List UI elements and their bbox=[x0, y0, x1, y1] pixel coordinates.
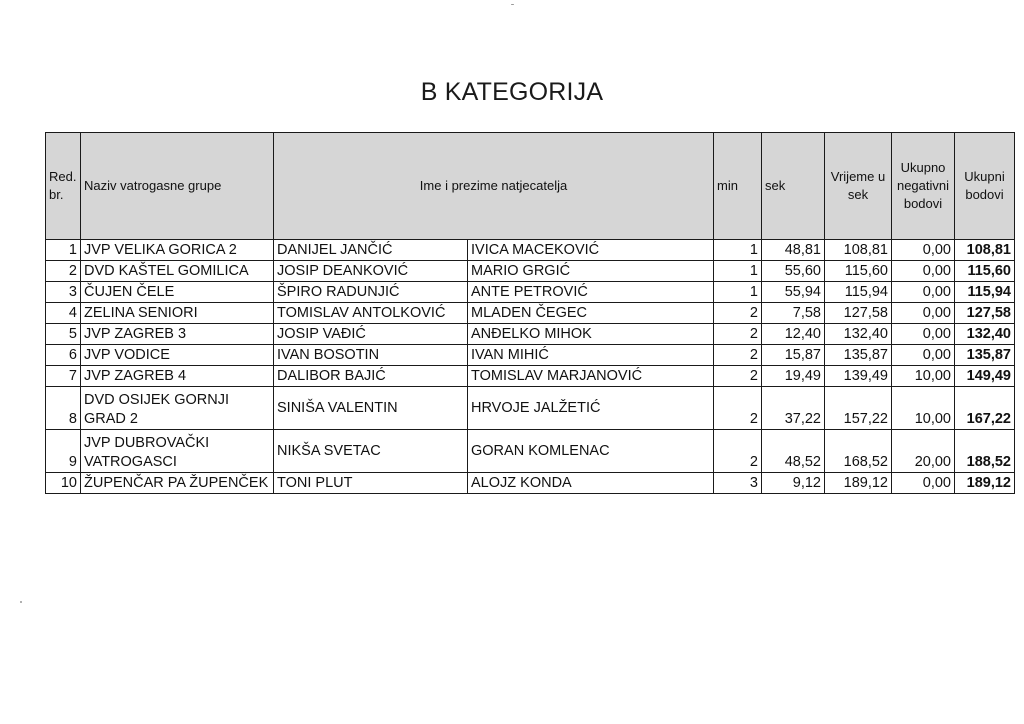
cell-group: DVD OSIJEK GORNJI GRAD 2 bbox=[81, 387, 274, 430]
cell-competitor-1: DALIBOR BAJIĆ bbox=[274, 366, 468, 387]
cell-total-points: 108,81 bbox=[955, 240, 1015, 261]
cell-group: JVP ZAGREB 3 bbox=[81, 324, 274, 345]
cell-time: 132,40 bbox=[825, 324, 892, 345]
cell-competitor-2: IVICA MACEKOVIĆ bbox=[468, 240, 714, 261]
cell-sec: 48,52 bbox=[762, 430, 825, 473]
cell-min: 3 bbox=[714, 473, 762, 494]
cell-sec: 7,58 bbox=[762, 303, 825, 324]
cell-negative-points: 10,00 bbox=[892, 387, 955, 430]
table-header-row bbox=[46, 133, 1015, 240]
cell-group: ZELINA SENIORI bbox=[81, 303, 274, 324]
cell-negative-points: 0,00 bbox=[892, 240, 955, 261]
results-table bbox=[45, 132, 1015, 494]
cell-min: 2 bbox=[714, 345, 762, 366]
cell-total-points: 115,94 bbox=[955, 282, 1015, 303]
cell-competitor-2: ALOJZ KONDA bbox=[468, 473, 714, 494]
header-group-name: Naziv vatrogasne grupe bbox=[81, 133, 274, 240]
cell-total-points: 135,87 bbox=[955, 345, 1015, 366]
cell-negative-points: 20,00 bbox=[892, 430, 955, 473]
cell-competitor-1: SINIŠA VALENTIN bbox=[274, 387, 468, 430]
cell-sec: 19,49 bbox=[762, 366, 825, 387]
scan-speck bbox=[511, 4, 514, 5]
cell-sec: 37,22 bbox=[762, 387, 825, 430]
cell-time: 115,60 bbox=[825, 261, 892, 282]
cell-rank: 1 bbox=[46, 240, 81, 261]
cell-sec: 9,12 bbox=[762, 473, 825, 494]
cell-rank: 10 bbox=[46, 473, 81, 494]
cell-sec: 55,60 bbox=[762, 261, 825, 282]
cell-total-points: 189,12 bbox=[955, 473, 1015, 494]
cell-competitor-2: ANTE PETROVIĆ bbox=[468, 282, 714, 303]
cell-group: ŽUPENČAR PA ŽUPENČEK bbox=[81, 473, 274, 494]
cell-negative-points: 0,00 bbox=[892, 282, 955, 303]
cell-rank: 8 bbox=[46, 387, 81, 430]
cell-total-points: 167,22 bbox=[955, 387, 1015, 430]
header-min: min bbox=[714, 133, 762, 240]
table-row bbox=[46, 282, 1015, 303]
cell-time: 168,52 bbox=[825, 430, 892, 473]
cell-rank: 5 bbox=[46, 324, 81, 345]
cell-group: JVP ZAGREB 4 bbox=[81, 366, 274, 387]
cell-min: 2 bbox=[714, 430, 762, 473]
cell-rank: 6 bbox=[46, 345, 81, 366]
cell-negative-points: 0,00 bbox=[892, 303, 955, 324]
cell-total-points: 127,58 bbox=[955, 303, 1015, 324]
cell-competitor-2: ANĐELKO MIHOK bbox=[468, 324, 714, 345]
header-rank: Red. br. bbox=[46, 133, 81, 240]
cell-competitor-2: GORAN KOMLENAC bbox=[468, 430, 714, 473]
table-row bbox=[46, 366, 1015, 387]
cell-negative-points: 0,00 bbox=[892, 473, 955, 494]
cell-total-points: 188,52 bbox=[955, 430, 1015, 473]
table-row bbox=[46, 387, 1015, 430]
cell-time: 135,87 bbox=[825, 345, 892, 366]
table-row bbox=[46, 240, 1015, 261]
cell-group: DVD KAŠTEL GOMILICA bbox=[81, 261, 274, 282]
cell-competitor-1: JOSIP DEANKOVIĆ bbox=[274, 261, 468, 282]
cell-competitor-1: TOMISLAV ANTOLKOVIĆ bbox=[274, 303, 468, 324]
header-sec: sek bbox=[762, 133, 825, 240]
cell-sec: 55,94 bbox=[762, 282, 825, 303]
cell-min: 1 bbox=[714, 282, 762, 303]
cell-competitor-1: NIKŠA SVETAC bbox=[274, 430, 468, 473]
cell-competitor-2: TOMISLAV MARJANOVIĆ bbox=[468, 366, 714, 387]
cell-time: 115,94 bbox=[825, 282, 892, 303]
table-row bbox=[46, 324, 1015, 345]
cell-rank: 2 bbox=[46, 261, 81, 282]
scan-speck bbox=[20, 601, 22, 603]
cell-time: 189,12 bbox=[825, 473, 892, 494]
cell-competitor-1: ŠPIRO RADUNJIĆ bbox=[274, 282, 468, 303]
cell-time: 157,22 bbox=[825, 387, 892, 430]
cell-rank: 3 bbox=[46, 282, 81, 303]
table-row bbox=[46, 430, 1015, 473]
header-total-points: Ukupni bodovi bbox=[955, 133, 1015, 240]
table-row bbox=[46, 261, 1015, 282]
cell-rank: 4 bbox=[46, 303, 81, 324]
cell-group: JVP VODICE bbox=[81, 345, 274, 366]
cell-group: ČUJEN ČELE bbox=[81, 282, 274, 303]
cell-rank: 7 bbox=[46, 366, 81, 387]
cell-negative-points: 0,00 bbox=[892, 261, 955, 282]
cell-negative-points: 0,00 bbox=[892, 345, 955, 366]
page-title: B KATEGORIJA bbox=[420, 78, 604, 106]
cell-competitor-1: JOSIP VAĐIĆ bbox=[274, 324, 468, 345]
cell-min: 1 bbox=[714, 240, 762, 261]
cell-negative-points: 0,00 bbox=[892, 324, 955, 345]
cell-sec: 48,81 bbox=[762, 240, 825, 261]
cell-min: 2 bbox=[714, 324, 762, 345]
cell-min: 2 bbox=[714, 387, 762, 430]
cell-competitor-2: IVAN MIHIĆ bbox=[468, 345, 714, 366]
cell-min: 1 bbox=[714, 261, 762, 282]
cell-rank: 9 bbox=[46, 430, 81, 473]
header-competitor-names: Ime i prezime natjecatelja bbox=[274, 133, 714, 240]
cell-time: 127,58 bbox=[825, 303, 892, 324]
cell-sec: 12,40 bbox=[762, 324, 825, 345]
table-row bbox=[46, 473, 1015, 494]
cell-competitor-1: DANIJEL JANČIĆ bbox=[274, 240, 468, 261]
cell-competitor-1: TONI PLUT bbox=[274, 473, 468, 494]
cell-competitor-2: MARIO GRGIĆ bbox=[468, 261, 714, 282]
table-row bbox=[46, 303, 1015, 324]
cell-competitor-2: MLADEN ČEGEC bbox=[468, 303, 714, 324]
cell-time: 108,81 bbox=[825, 240, 892, 261]
cell-negative-points: 10,00 bbox=[892, 366, 955, 387]
cell-time: 139,49 bbox=[825, 366, 892, 387]
header-negative-points: Ukupno negativni bodovi bbox=[892, 133, 955, 240]
cell-group: JVP DUBROVAČKI VATROGASCI bbox=[81, 430, 274, 473]
cell-competitor-1: IVAN BOSOTIN bbox=[274, 345, 468, 366]
cell-total-points: 115,60 bbox=[955, 261, 1015, 282]
table-row bbox=[46, 345, 1015, 366]
cell-competitor-2: HRVOJE JALŽETIĆ bbox=[468, 387, 714, 430]
header-time-sec: Vrijeme u sek bbox=[825, 133, 892, 240]
cell-sec: 15,87 bbox=[762, 345, 825, 366]
cell-min: 2 bbox=[714, 366, 762, 387]
cell-total-points: 132,40 bbox=[955, 324, 1015, 345]
cell-group: JVP VELIKA GORICA 2 bbox=[81, 240, 274, 261]
cell-total-points: 149,49 bbox=[955, 366, 1015, 387]
cell-min: 2 bbox=[714, 303, 762, 324]
